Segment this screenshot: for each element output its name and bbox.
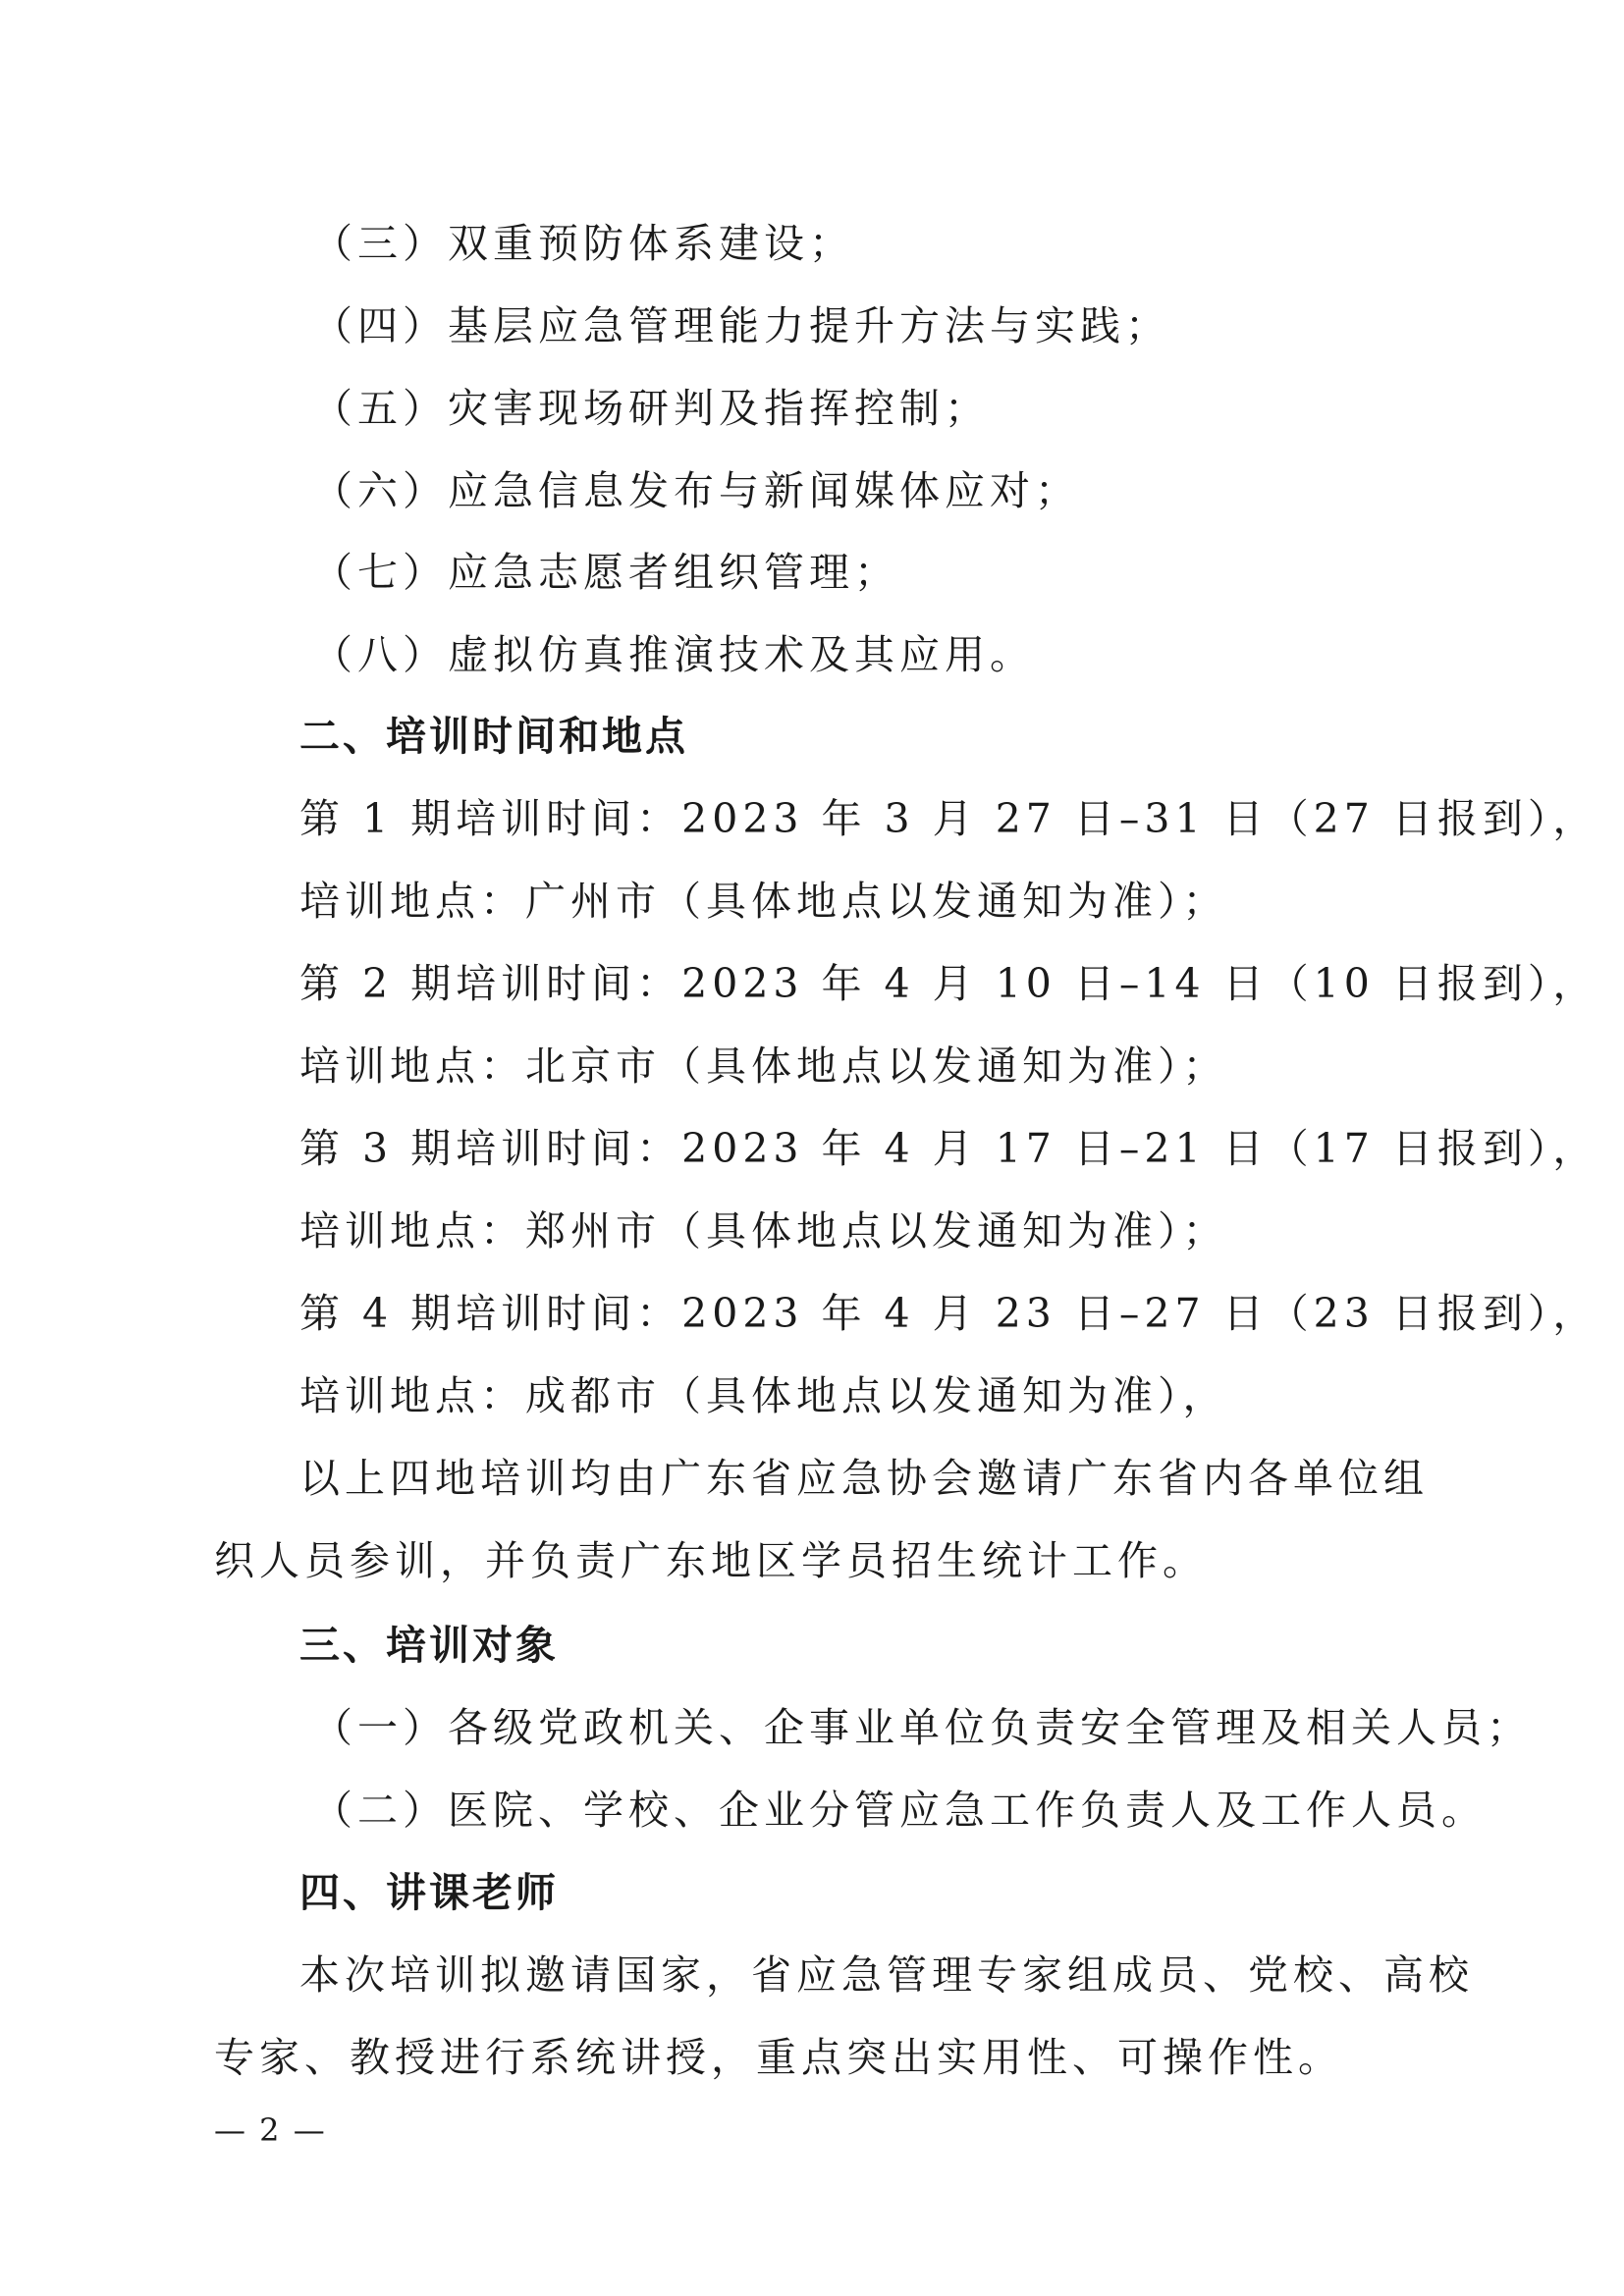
topic-item-3: （三）双重预防体系建设；	[312, 220, 854, 267]
topic-item-5: （五）灾害现场研判及指挥控制；	[312, 385, 990, 432]
topic-item-6: （六）应急信息发布与新闻媒体应对；	[312, 467, 1080, 514]
section-heading-teachers: 四、讲课老师	[299, 1869, 559, 1916]
audience-item-2: （二）医院、学校、企业分管应急工作负责人及工作人员。	[312, 1787, 1487, 1834]
schedule-note-line-2: 织人员参训，并负责广东地区学员招生统计工作。	[214, 1537, 1208, 1584]
teachers-line-2: 专家、教授进行系统讲授，重点突出实用性、可操作性。	[214, 2034, 1343, 2081]
session-1-time: 第 1 期培训时间：2023 年 3 月 27 日–31 日（27 日报到），	[299, 795, 1598, 842]
audience-item-1: （一）各级党政机关、企事业单位负责安全管理及相关人员；	[312, 1704, 1532, 1751]
topic-item-7: （七）应急志愿者组织管理；	[312, 549, 899, 596]
session-3-place: 培训地点：郑州市（具体地点以发通知为准）；	[299, 1207, 1228, 1255]
section-heading-audience: 三、培训对象	[299, 1622, 559, 1669]
section-heading-schedule: 二、培训时间和地点	[299, 713, 688, 760]
session-1-place: 培训地点：广州市（具体地点以发通知为准）；	[299, 878, 1228, 925]
session-2-time: 第 2 期培训时间：2023 年 4 月 10 日–14 日（10 日报到），	[299, 960, 1598, 1007]
session-4-place: 培训地点：成都市（具体地点以发通知为准），	[299, 1372, 1228, 1419]
topic-item-4: （四）基层应急管理能力提升方法与实践；	[312, 302, 1170, 349]
session-3-time: 第 3 期培训时间：2023 年 4 月 17 日–21 日（17 日报到），	[299, 1125, 1598, 1172]
topic-item-8: （八）虚拟仿真推演技术及其应用。	[312, 631, 1035, 678]
page-number: — 2 —	[214, 2111, 327, 2149]
teachers-line-1: 本次培训拟邀请国家，省应急管理专家组成员、党校、高校	[299, 1951, 1474, 1999]
session-4-time: 第 4 期培训时间：2023 年 4 月 23 日–27 日（23 日报到），	[299, 1290, 1598, 1337]
session-2-place: 培训地点：北京市（具体地点以发通知为准）；	[299, 1042, 1228, 1090]
schedule-note-line-1: 以上四地培训均由广东省应急协会邀请广东省内各单位组	[299, 1455, 1429, 1502]
